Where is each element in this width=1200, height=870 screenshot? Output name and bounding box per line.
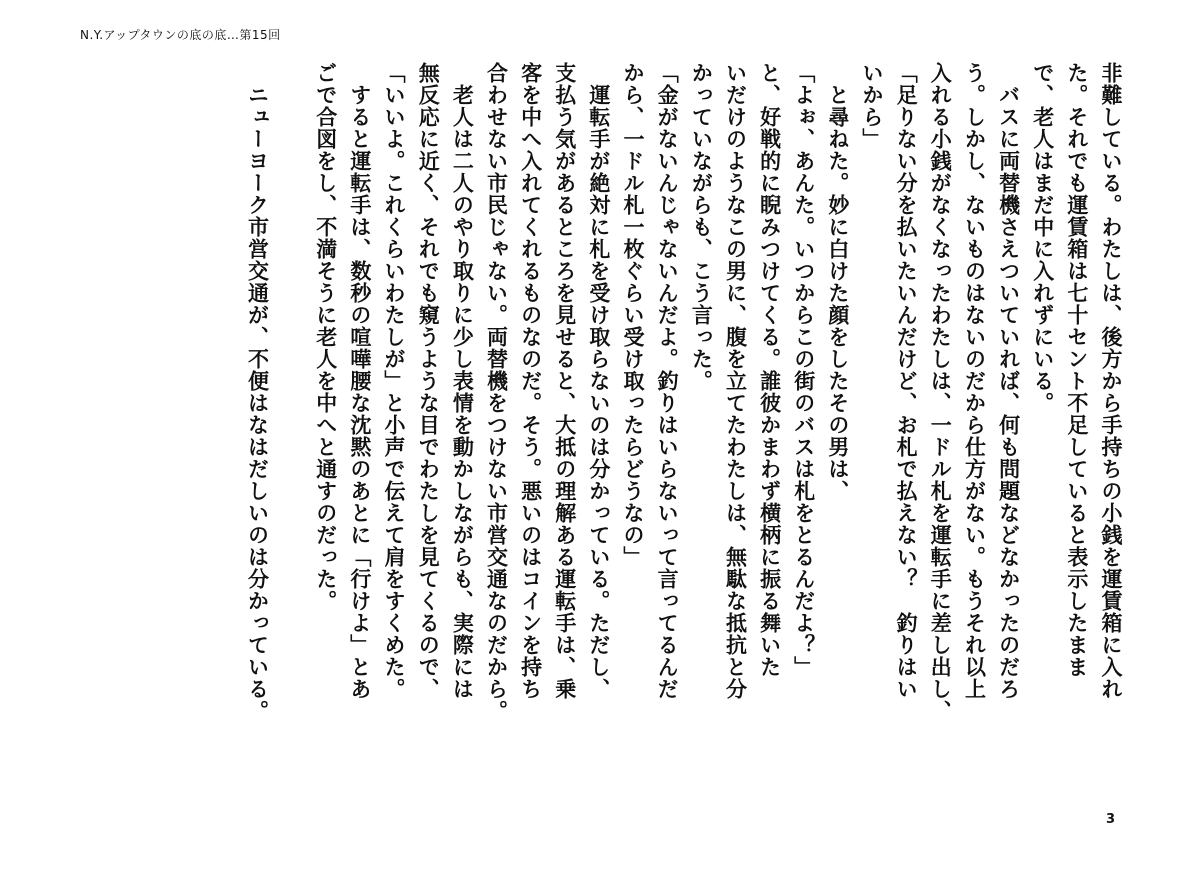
text-column: いから」: [860, 62, 885, 150]
text-column: 支払う気があるところを見せると、大抵の理解ある運転手は、乗: [552, 62, 577, 700]
running-header: N.Y.アップタウンの底の底…第15回: [80, 28, 281, 42]
text-column: 無反応に近く、それでも窺うような目でわたしを見てくるので、: [416, 62, 441, 700]
text-column: すると運転手は、数秒の喧嘩腰な沈黙のあとに「行けよ」とあ: [347, 62, 372, 700]
text-column: 「いいよ。これくらいわたしが」と小声で伝えて肩をすくめた。: [382, 62, 407, 700]
page-number: 3: [1106, 812, 1116, 827]
text-column: ごで合図をし、不満そうに老人を中へと通すのだった。: [313, 62, 338, 612]
text-column: う。しかし、ないものはないのだから仕方がない。もうそれ以上: [962, 62, 987, 700]
text-column: 合わせない市民じゃない。両替機をつけない市営交通なのだから。: [484, 62, 509, 722]
text-column: かっていながらも、こう言った。: [689, 62, 714, 392]
vertical-text-body: [70, 62, 1128, 807]
text-column: で、老人はまだ中に入れずにいる。: [1030, 62, 1055, 414]
text-column: ニューヨーク市営交通が、不便はなはだしいのは分かっている。: [245, 62, 270, 722]
blank-column: [274, 62, 308, 807]
text-column: 老人は二人のやり取りに少し表情を動かしながらも、実際には: [450, 62, 475, 700]
text-column: バスに両替機さえついていれば、何も問題などなかったのだろ: [996, 62, 1021, 700]
text-column: 「足りない分を払いたいんだけど、お札で払えない？ 釣りはい: [894, 62, 919, 700]
text-column: 運転手が絶対に札を受け取らないのは分かっている。ただし、: [586, 62, 611, 700]
text-column: 「よぉ、あんた。いつからこの街のバスは札をとるんだよ？」: [791, 62, 816, 678]
text-column: いだけのようなこの男に、腹を立てたわたしは、無駄な抵抗と分: [723, 62, 748, 700]
text-column: と、好戦的に睨みつけてくる。誰彼かまわず横柄に振る舞いた: [757, 62, 782, 678]
text-column: 入れる小銭がなくなったわたしは、一ドル札を運転手に差し出し、: [928, 62, 953, 722]
text-column: から、一ドル札一枚ぐらい受け取ったらどうなの」: [621, 62, 646, 568]
text-column: 「金がないんじゃないんだよ。釣りはいらないって言ってるんだ: [655, 62, 680, 700]
text-column: 客を中へ入れてくれるものなのだ。そう。悪いのはコインを持ち: [518, 62, 543, 700]
text-column: た。それでも運賃箱は七十セント不足していると表示したまま: [1064, 62, 1089, 678]
text-column: 非難している。わたしは、後方から手持ちの小銭を運賃箱に入れ: [1099, 62, 1123, 700]
text-column: と尋ねた。妙に白けた顔をしたその男は、: [825, 62, 850, 502]
